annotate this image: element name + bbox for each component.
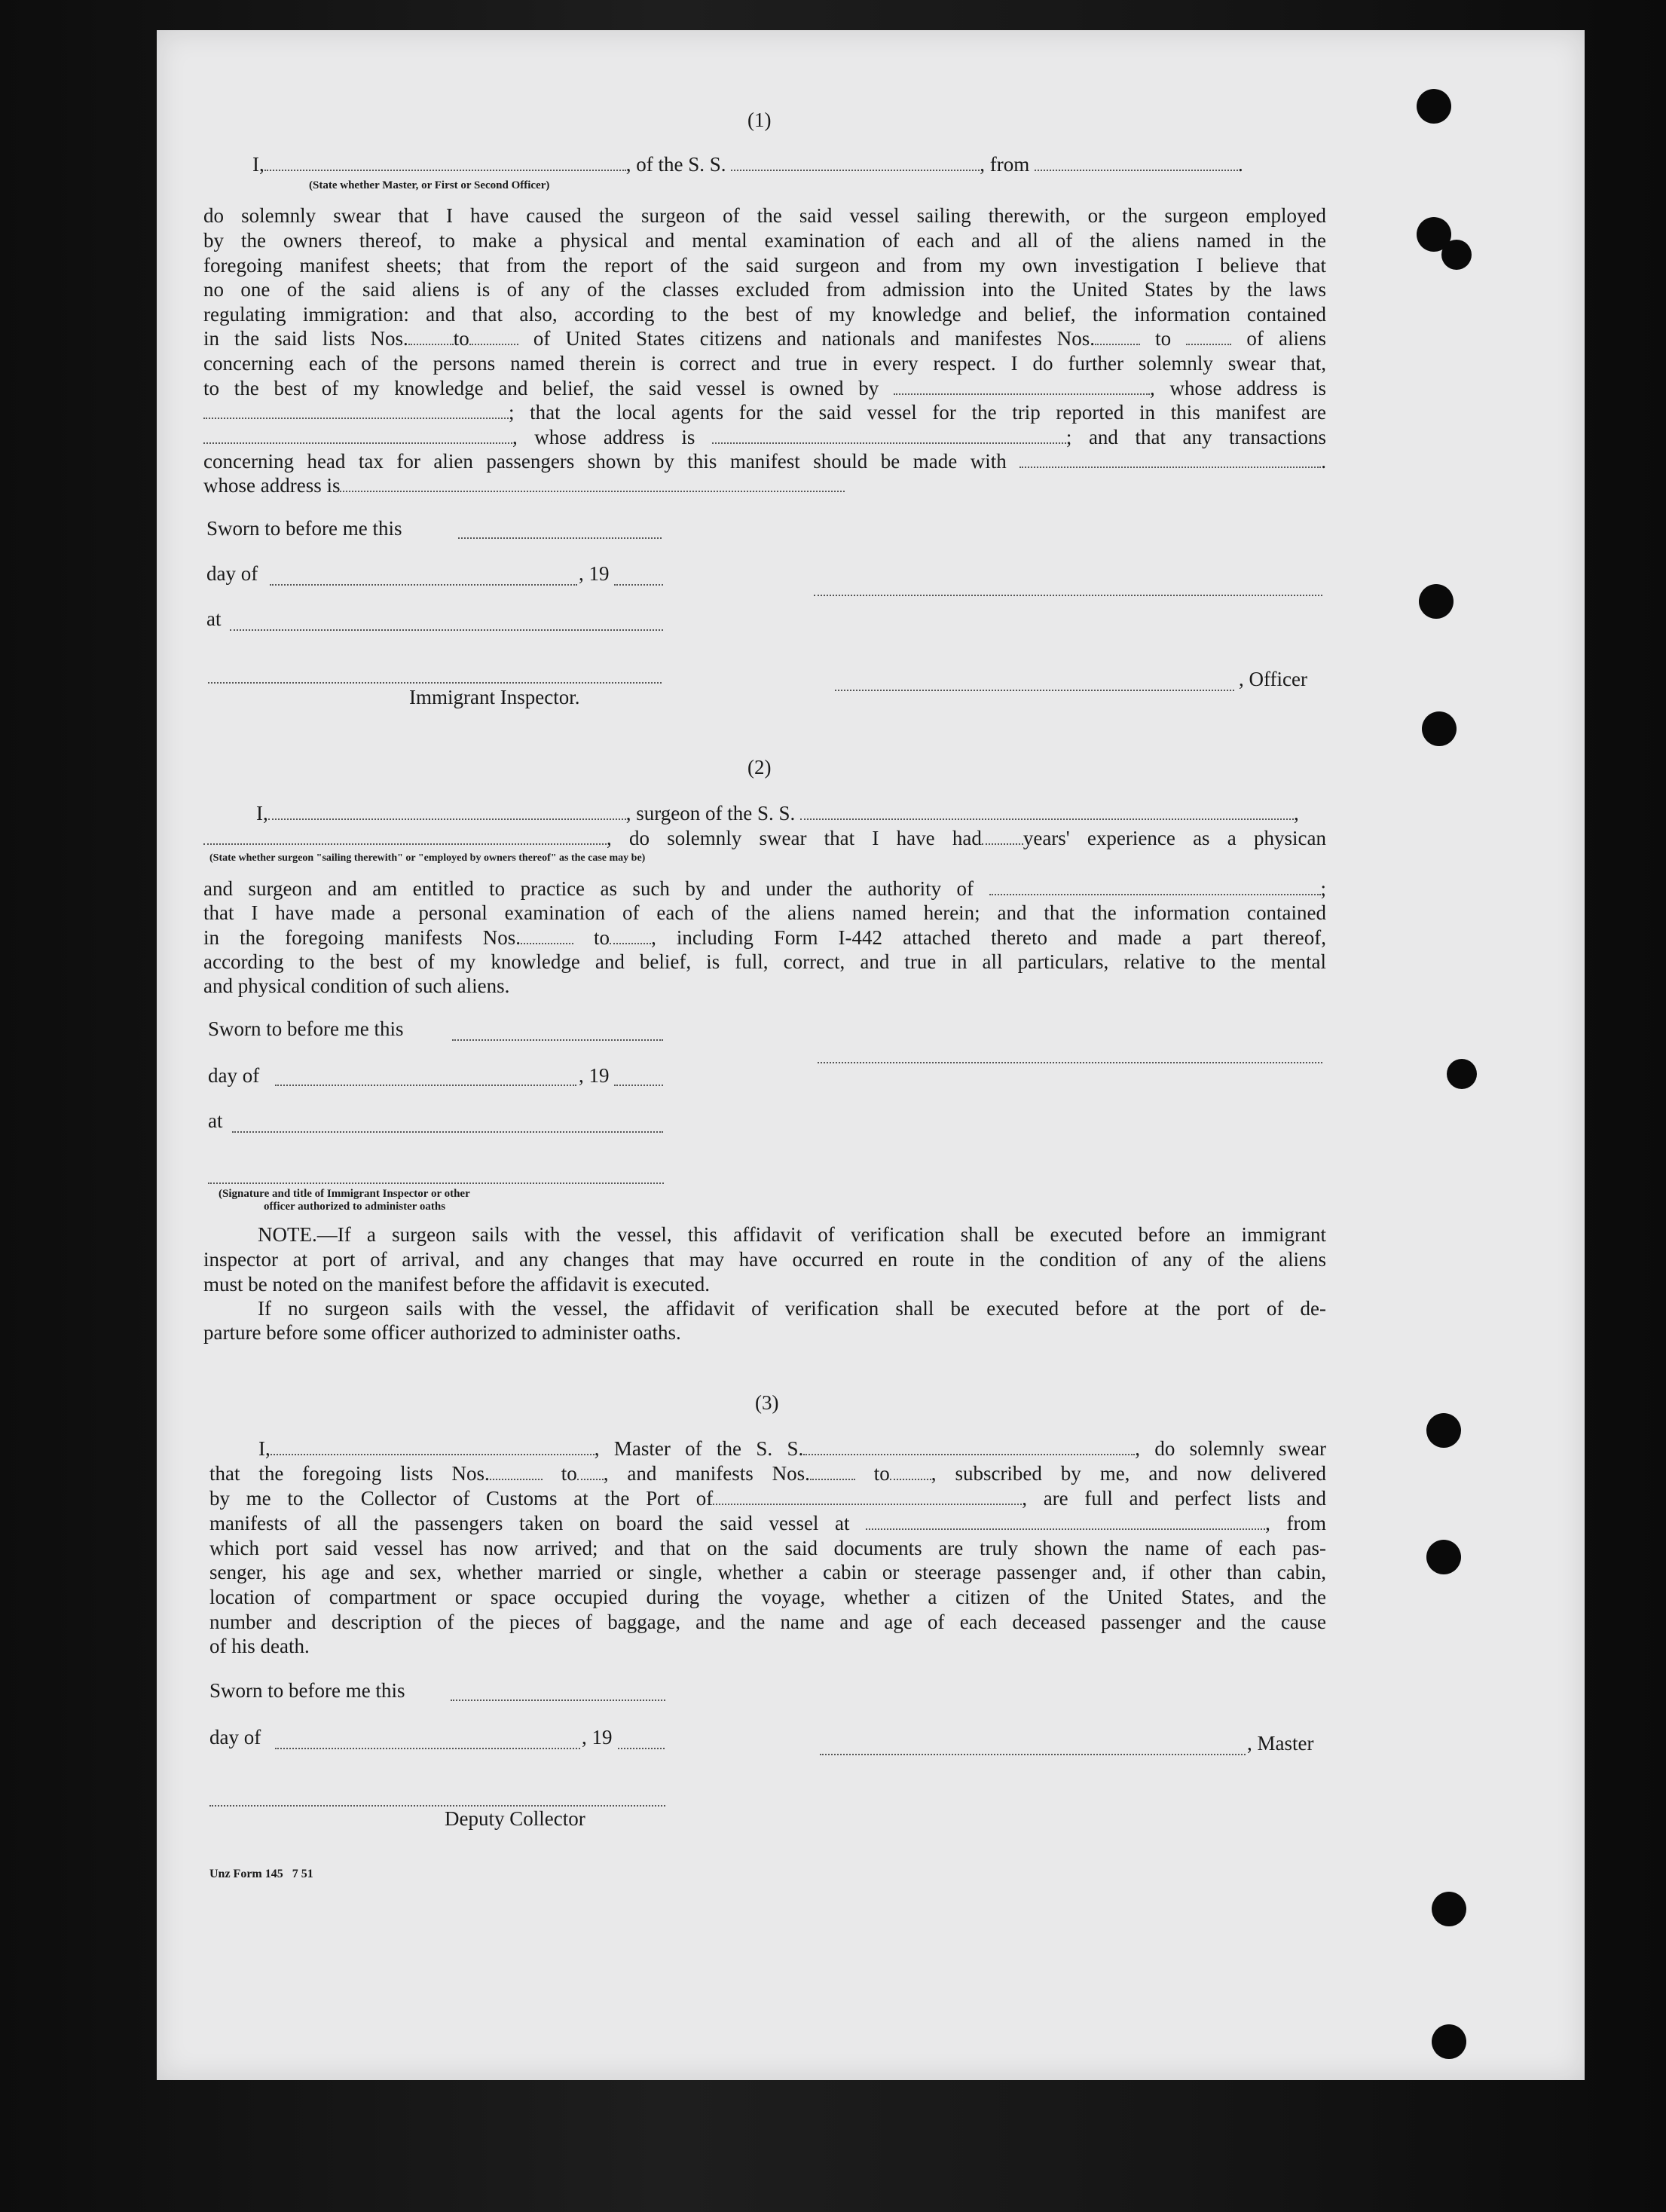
sworn-label: Sworn to before me this	[206, 517, 402, 540]
at-field	[232, 1130, 663, 1133]
day-field	[275, 1747, 580, 1749]
inspector-signature-line	[208, 681, 662, 684]
field-note: (State whether Master, or First or Second Officer)	[309, 179, 550, 191]
year-label: , 19	[579, 562, 610, 585]
oath-line: no one of the said aliens is of any of the classes excluded from admission into the United States by the laws	[203, 278, 1326, 301]
note-line: parture before some officer authorized to administer oaths.	[203, 1321, 681, 1344]
year-field	[614, 1084, 663, 1086]
year-label: , 19	[582, 1726, 613, 1748]
day-field	[275, 1084, 576, 1086]
punch-hole	[1441, 240, 1472, 270]
oath-line: , do solemnly swear that I have had years' experience as a physican	[203, 826, 1326, 851]
oath-line: according to the best of my knowledge and belief, is full, correct, and true in all particulars, relative to the mental	[203, 950, 1326, 973]
officer-signature-line	[835, 689, 1234, 691]
year-field	[614, 583, 663, 586]
note-line: If no surgeon sails with the vessel, the affidavit of verification shall be executed before at the port of de-	[258, 1297, 1326, 1320]
collector-signature-line	[209, 1804, 665, 1807]
note-line: inspector at port of arrival, and any changes that may have occurred en route in the condition of any of the aliens	[203, 1248, 1326, 1271]
section-number: (2)	[747, 756, 772, 779]
punch-hole	[1422, 711, 1457, 746]
at-label: at	[208, 1109, 223, 1132]
punch-hole	[1426, 1413, 1461, 1448]
oath-line: by me to the Collector of Customs at the Port of , are full and perfect lists and	[209, 1487, 1326, 1510]
officer-signature-line	[208, 1182, 664, 1184]
day-label: day of	[209, 1726, 261, 1748]
punch-hole	[1432, 2024, 1466, 2059]
day-label: day of	[206, 562, 258, 585]
oath-line: of his death.	[209, 1635, 310, 1657]
oath-line: do solemnly swear that I have caused the surgeon of the said vessel sailing therewith, or the surgeon employed	[203, 204, 1326, 227]
signature-note: (Signature and title of Immigrant Inspector or other	[219, 1188, 470, 1200]
sworn-field	[452, 1039, 663, 1041]
punch-hole	[1432, 1892, 1466, 1926]
collector-label: Deputy Collector	[445, 1807, 585, 1830]
oath-line: foregoing manifest sheets; that from the report of the said surgeon and from my own investigation I believe that	[203, 254, 1326, 277]
oath-line: that I have made a personal examination of each of the aliens named herein; and that the information contained	[203, 901, 1326, 924]
day-label: day of	[208, 1064, 260, 1087]
oath-line: whose address is	[203, 473, 1326, 498]
field-note: (State whether surgeon "sailing therewith" or "employed by owners thereof" as the case may be)	[209, 852, 646, 864]
punch-hole	[1419, 584, 1454, 619]
oath-line: regulating immigration: and that also, according to the best of my knowledge and belief, the information contained	[203, 303, 1326, 326]
punch-hole	[1417, 89, 1451, 124]
oath-line: and surgeon and am entitled to practice as such by and under the authority of ;	[203, 877, 1327, 900]
master-signature-line	[820, 1753, 1246, 1755]
oath-line: senger, his age and sex, whether married or single, whether a cabin or steerage passenger and, if other than cabin,	[209, 1561, 1326, 1583]
oath-line: number and description of the pieces of baggage, and the name and age of each deceased passenger and the cause	[209, 1611, 1326, 1633]
inspector-label: Immigrant Inspector.	[409, 686, 580, 708]
oath-line: , whose address is ; and that any transactions	[203, 425, 1326, 450]
year-label: , 19	[579, 1064, 610, 1087]
signature-note: officer authorized to administer oaths	[264, 1201, 446, 1213]
oath-line: by the owners thereof, to make a physical and mental examination of each and all of the aliens named in the	[203, 229, 1326, 252]
at-label: at	[206, 607, 222, 630]
sworn-label: Sworn to before me this	[208, 1017, 404, 1040]
oath-line: location of compartment or space occupied during the voyage, whether a citizen of the United States, and the	[209, 1586, 1326, 1608]
sworn-label: Sworn to before me this	[209, 1679, 405, 1702]
section-number: (3)	[755, 1391, 779, 1414]
form-number: Unz Form 145 7 51	[209, 1868, 313, 1880]
note-line: NOTE.—If a surgeon sails with the vessel, this affidavit of verification shall be executed before an immigrant	[258, 1223, 1326, 1246]
sworn-field	[458, 537, 662, 539]
sworn-field	[451, 1699, 665, 1701]
section-number: (1)	[747, 109, 772, 131]
oath-line: concerning head tax for alien passengers shown by this manifest should be made with .	[203, 450, 1327, 473]
year-field	[618, 1747, 665, 1749]
oath-line: and physical condition of such aliens.	[203, 974, 510, 997]
signature-line	[818, 1061, 1322, 1063]
oath-line: I, , Master of the S. S. , do solemnly swear	[258, 1437, 1326, 1460]
oath-line: in the said lists Nos. to of United States citizens and nationals and manifestes Nos. to of aliens	[203, 327, 1326, 350]
oath-line: manifests of all the passengers taken on board the said vessel at , from	[209, 1512, 1327, 1534]
oath-line: ; that the local agents for the said vessel for the trip reported in this manifest are	[203, 400, 1326, 425]
at-field	[230, 629, 663, 631]
officer-label: , Officer	[1239, 668, 1307, 690]
oath-line: I, , surgeon of the S. S. ,	[256, 802, 1299, 825]
punch-hole	[1447, 1059, 1477, 1089]
oath-line: I, , of the S. S. , from .	[252, 153, 1243, 176]
note-line: must be noted on the manifest before the affidavit is executed.	[203, 1273, 711, 1296]
oath-line: which port said vessel has now arrived; and that on the said documents are truly shown the name of each pas-	[209, 1537, 1326, 1559]
signature-line	[814, 594, 1322, 596]
day-field	[270, 583, 577, 586]
oath-line: concerning each of the persons named therein is correct and true in every respect. I do further solemnly swear that,	[203, 352, 1326, 375]
oath-line: to the best of my knowledge and belief, the said vessel is owned by , whose address is	[203, 377, 1326, 399]
oath-line: in the foregoing manifests Nos. to , including Form I-442 attached thereto and made a part thereof,	[203, 926, 1326, 949]
punch-hole	[1426, 1540, 1461, 1574]
master-label: , Master	[1247, 1732, 1314, 1755]
oath-line: that the foregoing lists Nos. to , and manifests Nos. to , subscribed by me, and now delivered	[209, 1462, 1327, 1485]
